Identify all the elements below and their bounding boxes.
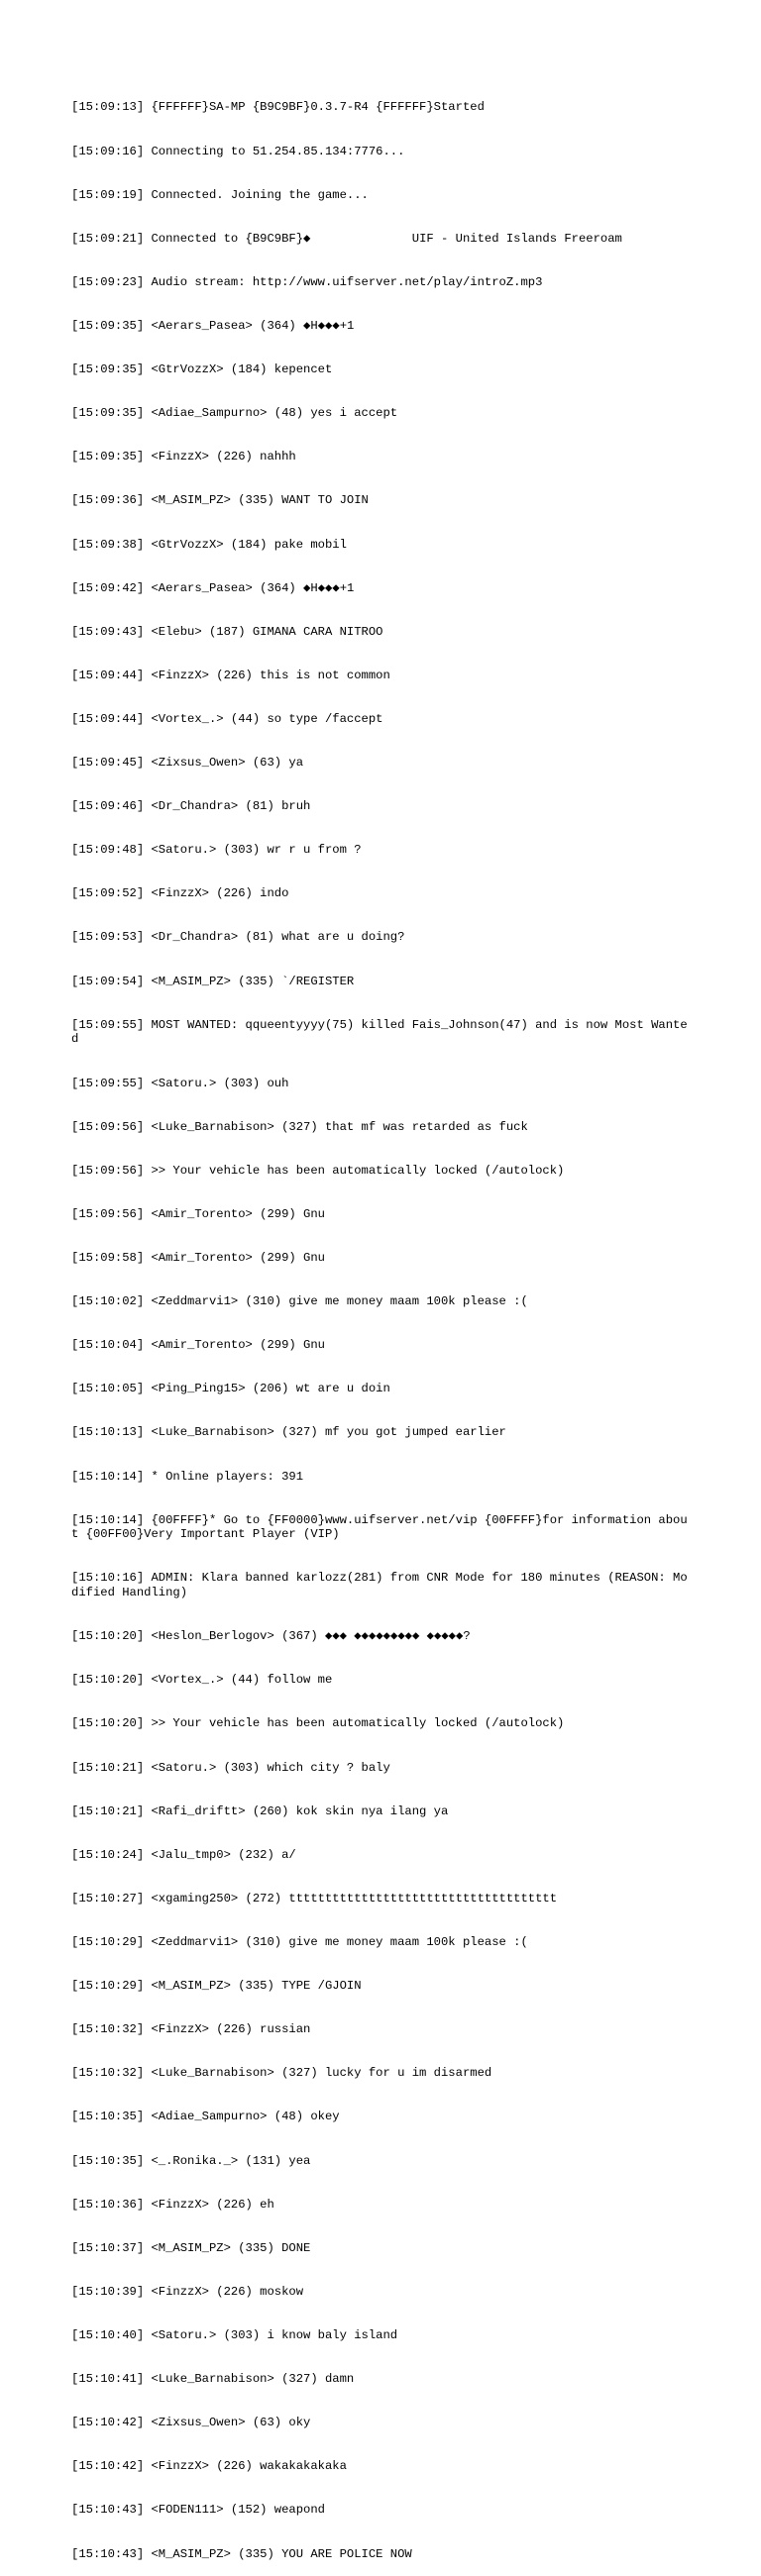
log-line: [15:09:52] <FinzzX> (226) indo <box>71 886 289 901</box>
log-line: [15:09:44] <Vortex_.> (44) so type /faccept <box>71 711 383 726</box>
log-line: [15:10:32] <FinzzX> (226) russian <box>71 2022 311 2037</box>
log-line: [15:09:38] <GtrVozzX> (184) pake mobil <box>71 537 347 552</box>
log-line: [15:09:35] <FinzzX> (226) nahhh <box>71 450 296 464</box>
log-line: [15:10:02] <Zeddmarvi1> (310) give me money maam 100k please :( <box>71 1294 528 1309</box>
log-line: [15:10:35] <_.Ronika._> (131) yea <box>71 2153 311 2168</box>
log-line: [15:10:29] <M_ASIM_PZ> (335) TYPE /GJOIN <box>71 1979 362 1994</box>
log-line: [15:10:20] <Vortex_.> (44) follow me <box>71 1673 333 1688</box>
log-line: [15:10:21] <Rafi_driftt> (260) kok skin nya ilang ya <box>71 1803 449 1818</box>
log-line: [15:09:56] >> Your vehicle has been automatically locked (/autolock) <box>71 1163 565 1178</box>
log-line: [15:09:55] MOST WANTED: qqueentyyyy(75) killed Fais_Johnson(47) and is now Most Wanted <box>71 1017 688 1047</box>
log-line: [15:09:45] <Zixsus_Owen> (63) ya <box>71 756 304 771</box>
log-line: [15:09:16] Connecting to 51.254.85.134:7776... <box>71 144 405 158</box>
log-line: [15:09:48] <Satoru.> (303) wr r u from ? <box>71 843 362 858</box>
log-line: [15:09:23] Audio stream: http://www.uifserver.net/play/introZ.mp3 <box>71 274 543 289</box>
log-line: [15:10:36] <FinzzX> (226) eh <box>71 2197 274 2212</box>
log-line: [15:10:21] <Satoru.> (303) which city ? baly <box>71 1760 390 1775</box>
log-line: [15:10:05] <Ping_Ping15> (206) wt are u doin <box>71 1382 390 1396</box>
log-line: [15:09:42] <Aerars_Pasea> (364) ◆H◆◆◆+1 <box>71 580 355 595</box>
log-line: [15:10:40] <Satoru.> (303) i know baly island <box>71 2327 398 2342</box>
log-line: [15:09:54] <M_ASIM_PZ> (335) `/REGISTER <box>71 974 355 988</box>
log-line: [15:10:29] <Zeddmarvi1> (310) give me money maam 100k please :( <box>71 1935 528 1949</box>
log-line: [15:09:13] {FFFFFF}SA-MP {B9C9BF}0.3.7-R4 {FFFFFF}Started <box>71 100 485 115</box>
log-line: [15:09:56] <Luke_Barnabison> (327) that mf was retarded as fuck <box>71 1119 528 1134</box>
log-line: [15:10:41] <Luke_Barnabison> (327) damn <box>71 2372 355 2387</box>
log-line: [15:10:32] <Luke_Barnabison> (327) lucky for u im disarmed <box>71 2066 492 2081</box>
log-line: [15:10:04] <Amir_Torento> (299) Gnu <box>71 1338 325 1353</box>
log-line: [15:09:35] <Aerars_Pasea> (364) ◆H◆◆◆+1 <box>71 318 355 333</box>
log-line: [15:09:43] <Elebu> (187) GIMANA CARA NITROO <box>71 624 383 639</box>
log-line: [15:09:55] <Satoru.> (303) ouh <box>71 1076 289 1090</box>
log-line: [15:09:21] Connected to {B9C9BF}◆ UIF - United Islands Freeroam <box>71 231 622 246</box>
log-line: [15:09:44] <FinzzX> (226) this is not common <box>71 668 390 682</box>
log-line: [15:10:14] * Online players: 391 <box>71 1469 304 1484</box>
log-line: [15:09:19] Connected. Joining the game... <box>71 187 369 202</box>
log-line: [15:10:37] <M_ASIM_PZ> (335) DONE <box>71 2240 311 2255</box>
log-line: [15:09:35] <Adiae_Sampurno> (48) yes i accept <box>71 406 398 421</box>
log-line: [15:09:35] <GtrVozzX> (184) kepencet <box>71 362 333 377</box>
log-line: [15:10:42] <FinzzX> (226) wakakakakaka <box>71 2459 347 2474</box>
log-line: [15:09:53] <Dr_Chandra> (81) what are u doing? <box>71 930 405 945</box>
log-line: [15:10:43] <FODEN111> (152) weapond <box>71 2503 325 2518</box>
log-line: [15:10:14] {00FFFF}* Go to {FF0000}www.uifserver.net/vip {00FFFF}for information about {00FF00}Very Important Player (VIP) <box>71 1512 688 1542</box>
log-line: [15:09:58] <Amir_Torento> (299) Gnu <box>71 1250 325 1265</box>
log-line: [15:10:16] ADMIN: Klara banned karlozz(281) from CNR Mode for 180 minutes (REASON: Modified Handling) <box>71 1571 688 1600</box>
log-line: [15:10:24] <Jalu_tmp0> (232) a/ <box>71 1847 296 1862</box>
log-line: [15:10:20] >> Your vehicle has been automatically locked (/autolock) <box>71 1716 565 1731</box>
log-line: [15:09:46] <Dr_Chandra> (81) bruh <box>71 799 311 814</box>
log-line: [15:10:20] <Heslon_Berlogov> (367) ◆◆◆ ◆◆◆◆◆◆◆◆◆ ◆◆◆◆◆? <box>71 1629 471 1644</box>
log-line: [15:10:39] <FinzzX> (226) moskow <box>71 2284 304 2299</box>
log-line: [15:09:36] <M_ASIM_PZ> (335) WANT TO JOIN <box>71 493 369 508</box>
log-line: [15:10:35] <Adiae_Sampurno> (48) okey <box>71 2110 340 2124</box>
log-line: [15:10:43] <M_ASIM_PZ> (335) YOU ARE POLICE NOW <box>71 2546 412 2561</box>
log-line: [15:10:42] <Zixsus_Owen> (63) oky <box>71 2416 311 2430</box>
log-line: [15:10:27] <xgaming250> (272) ttttttttttttttttttttttttttttttttttttt <box>71 1891 558 1906</box>
log-line: [15:10:13] <Luke_Barnabison> (327) mf you got jumped earlier <box>71 1425 506 1440</box>
chat-log <box>71 71 690 2576</box>
log-line: [15:09:56] <Amir_Torento> (299) Gnu <box>71 1206 325 1221</box>
